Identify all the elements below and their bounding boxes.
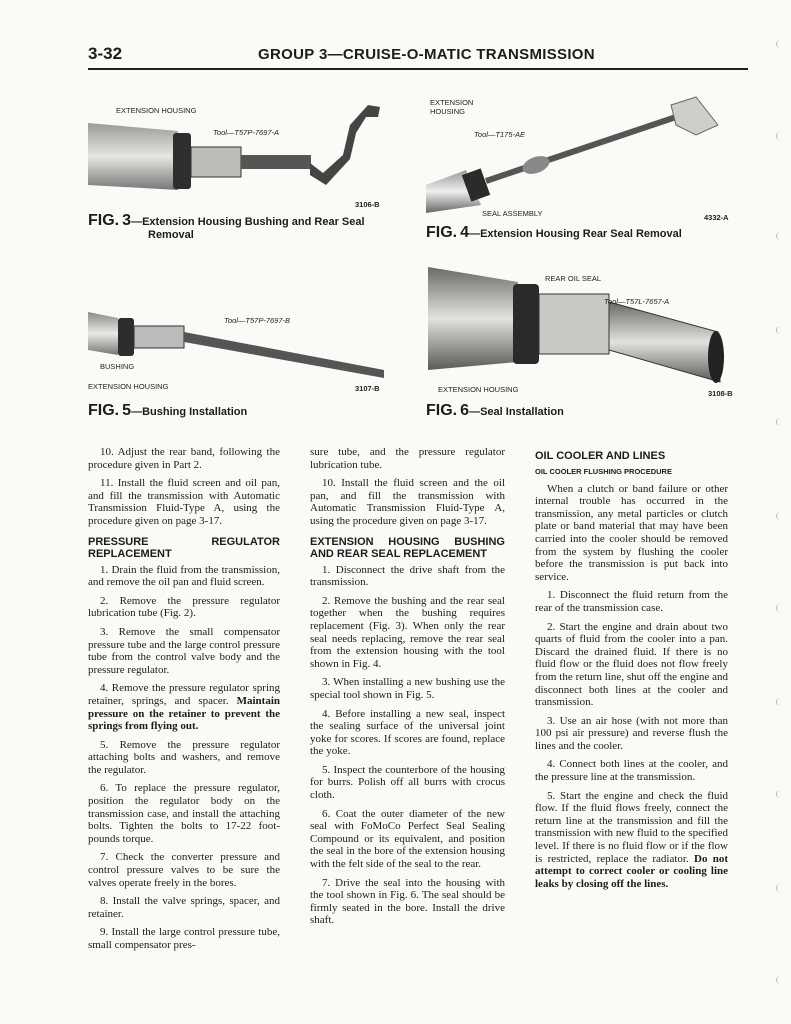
- binder-mark: [776, 132, 783, 140]
- fig6-tool-body: [539, 294, 609, 354]
- column-2: [310, 446, 505, 933]
- fig4-illustration: [426, 95, 736, 215]
- col3-step-5-warning: Do not attempt to correct cooler or cooling line leaks by closing off the lines.: [535, 852, 729, 890]
- col2-step-5: 5. Inspect the counterbore of the housing for burrs. Polish off all burrs with crocus cloth.: [310, 763, 505, 802]
- col1-step-7: 7. Check the converter pressure and control pressure valves to be sure the valves operate freely in the bores.: [88, 851, 280, 889]
- fig6-code: 3108-B: [708, 389, 733, 398]
- binder-mark: [776, 976, 783, 984]
- group-title: 3—CRUISE-O-MATIC TRANSMISSION: [318, 46, 595, 63]
- page-title: [258, 46, 595, 63]
- col1-step-5: 5. Remove the pressure regulator attaching bolts and washers, and remove the regulator.: [88, 738, 280, 776]
- col2-continuation: sure tube, and the pressure regulator lubrication tube.: [310, 446, 505, 471]
- fig4-label-housing-2: HOUSING: [430, 107, 466, 116]
- fig3-screw: [241, 155, 311, 169]
- binder-mark: [776, 884, 783, 892]
- fig6-fig-word: FIG.: [426, 402, 458, 419]
- binder-mark: [776, 604, 783, 612]
- col2-step-6: 6. Coat the outer diameter of the new seal with FoMoCo Perfect Seal Sealing Compound or its equivalent, and position the seal in the bore of the extension housing with the felt side of the seal to the rear.: [310, 807, 505, 871]
- fig6-caption: [426, 404, 726, 419]
- fig6-label-housing: EXTENSION HOUSING: [438, 385, 519, 394]
- fig6-tool-end: [708, 331, 724, 383]
- fig4-label-seal: SEAL ASSEMBLY: [482, 209, 543, 218]
- fig5-illustration: [88, 300, 388, 385]
- col1-step-4: [88, 682, 280, 732]
- col1-step-4-text: 4. Remove the pressure regulator spring retainer, springs, and spacer.: [88, 682, 280, 707]
- heading-extension-housing: EXTENSION HOUSING BUSHING AND REAR SEAL REPLACEMENT: [310, 535, 505, 560]
- col3-step-3: 3. Use an air hose (with not more than 100 psi air pressure) and reverse flush the lines and the cooler.: [535, 714, 728, 752]
- fig5-caption: [88, 404, 388, 419]
- fig3-tool-body: [191, 147, 241, 177]
- fig4-label-housing-1: EXTENSION: [430, 98, 474, 107]
- col3-step-5-text: 5. Start the engine and check the fluid flow. If the fluid flows freely, connect the return line at the transmission and fill the transmission with new fluid to the specified level. If there is no fluid flow or if the flow is restricted, replace the radiator.: [535, 789, 728, 865]
- col1-step-1: 1. Drain the fluid from the transmission, and remove the oil pan and fluid screen.: [88, 563, 280, 589]
- col3-intro: When a clutch or band failure or other internal trouble has occurred in the transmission, any metal particles or clutch plate or band material that may have been carried into the cooler should be removed from the system by flushing the cooler before the transmission is put back into service.: [535, 482, 728, 583]
- column-1: [88, 446, 280, 958]
- col3-step-1: 1. Disconnect the fluid return from the rear of the transmission case.: [535, 589, 728, 614]
- col1-step-8: 8. Install the valve springs, spacer, and retainer.: [88, 895, 280, 920]
- fig3-handle: [310, 105, 380, 185]
- fig3-caption: [88, 214, 388, 242]
- col2-step-2: 2. Remove the bushing and the rear seal together when the bushing requires replacement (Fig. 3). When only the rear seal needs replacing, remove the rear seal from the extension housing with the tool shown in Fig. 4.: [310, 594, 505, 670]
- fig4-caption: [426, 226, 746, 241]
- binder-mark: [776, 698, 783, 706]
- fig6-label-tool: Tool—T57L-7657-A: [604, 297, 670, 306]
- fig5-tool-shaft: [184, 332, 384, 378]
- col1-step-3: 3. Remove the small compensator pressure tube and the large control pressure tube from the control valve body and the pressure regulator.: [88, 625, 280, 676]
- heading-pressure-regulator: PRESSURE REGULATOR REPLACEMENT: [88, 535, 280, 560]
- col1-para-10: 10. Adjust the rear band, following the procedure given in Part 2.: [88, 446, 280, 471]
- col1-step-2: 2. Remove the pressure regulator lubrication tube (Fig. 2).: [88, 594, 280, 620]
- fig5-label-bushing: BUSHING: [100, 362, 135, 371]
- subheading-flushing: OIL COOLER FLUSHING PROCEDURE: [535, 467, 672, 476]
- fig5-caption-text: —Bushing Installation: [131, 406, 248, 418]
- fig4-tool-shaft: [486, 117, 676, 181]
- binder-mark: [776, 232, 783, 240]
- fig5-bushing: [118, 318, 134, 356]
- fig3-label-tool: Tool—T57P-7697-A: [213, 128, 280, 137]
- binder-mark: [776, 790, 783, 798]
- fig4-label-tool: Tool—T175-AE: [474, 130, 525, 139]
- fig3-caption-line1: —Extension Housing Bushing and Rear Seal: [131, 216, 365, 228]
- fig6-tool-driver: [609, 302, 720, 382]
- col2-para-10: 10. Install the fluid screen and the oil pan, and fill the transmission with Automatic Transmission Fluid-Type A, using the procedure given on page 3-17.: [310, 477, 505, 527]
- fig5-label-housing: EXTENSION HOUSING: [88, 382, 169, 391]
- binder-mark: [776, 40, 783, 48]
- fig3-bushing: [173, 133, 191, 189]
- col3-step-5: [535, 790, 728, 891]
- col2-step-1: 1. Disconnect the drive shaft from the transmission.: [310, 563, 505, 589]
- fig5-code: 3107-B: [355, 384, 380, 393]
- fig6-caption-text: —Seal Installation: [469, 406, 564, 418]
- fig5-housing: [88, 312, 118, 355]
- fig6-number: 6: [460, 402, 470, 419]
- col2-step-3: 3. When installing a new bushing use the special tool shown in Fig. 5.: [310, 676, 505, 701]
- fig4-fig-word: FIG.: [426, 224, 458, 241]
- col3-step-2: 2. Start the engine and drain about two quarts of fluid from the cooler into a pan. Discard the drained fluid. If there is no fluid flow or the fluid does not flow freely from the return line, shut off the engine and disconnect both lines at the cooler and transmission.: [535, 620, 728, 709]
- header-rule: [88, 68, 748, 70]
- fig3-code: 3106-B: [355, 200, 380, 209]
- fig3-housing: [88, 123, 178, 190]
- page-number: 3-32: [88, 44, 123, 63]
- fig6-label-seal: REAR OIL SEAL: [545, 274, 601, 283]
- fig3-number: 3: [122, 212, 132, 229]
- col1-step-9: 9. Install the large control pressure tube, small compensator pres-: [88, 926, 280, 951]
- col1-step-4-warning: Maintain pressure on the retainer to prevent the springs from flying out.: [88, 694, 280, 733]
- heading-oil-cooler: OIL COOLER AND LINES: [535, 450, 666, 462]
- fig3-label-housing: EXTENSION HOUSING: [116, 106, 197, 115]
- fig5-number: 5: [122, 402, 132, 419]
- col1-para-11: 11. Install the fluid screen and oil pan, and fill the transmission with Automatic Transmission Fluid-Type A, using the procedure given on page 3-17.: [88, 477, 280, 527]
- fig4-code: 4332-A: [704, 213, 729, 222]
- fig4-tool-weight: [520, 153, 552, 178]
- fig5-tool-body: [134, 326, 184, 348]
- group-word: GROUP: [258, 46, 315, 63]
- col2-step-7: 7. Drive the seal into the housing with the tool shown in Fig. 6. The seal should be firmly seated in the bore. Install the drive shaft.: [310, 876, 505, 927]
- fig5-label-tool: Tool—T57P-7697-B: [224, 316, 291, 325]
- fig6-seal: [513, 284, 539, 364]
- col2-step-4: 4. Before installing a new seal, inspect the sealing surface of the universal joint yoke for scores. If scores are found, replace the yoke.: [310, 707, 505, 758]
- col3-step-4: 4. Connect both lines at the cooler, and the pressure line at the transmission.: [535, 758, 728, 784]
- fig4-caption-text: —Extension Housing Rear Seal Removal: [469, 228, 682, 240]
- binder-mark: [776, 512, 783, 520]
- fig6-housing: [428, 267, 518, 370]
- fig4-number: 4: [460, 224, 470, 241]
- fig3-caption-line2: Removal: [148, 229, 194, 241]
- binder-mark: [776, 418, 783, 426]
- binder-mark: [776, 326, 783, 334]
- fig5-fig-word: FIG.: [88, 402, 120, 419]
- col1-step-6: 6. To replace the pressure regulator, position the regulator body on the transmission case, and install the attaching bolts. Tighten the bolts to 17-22 foot-pounds torque.: [88, 782, 280, 845]
- fig4-hand: [671, 97, 718, 135]
- fig3-fig-word: FIG.: [88, 212, 120, 229]
- column-3: [535, 446, 728, 896]
